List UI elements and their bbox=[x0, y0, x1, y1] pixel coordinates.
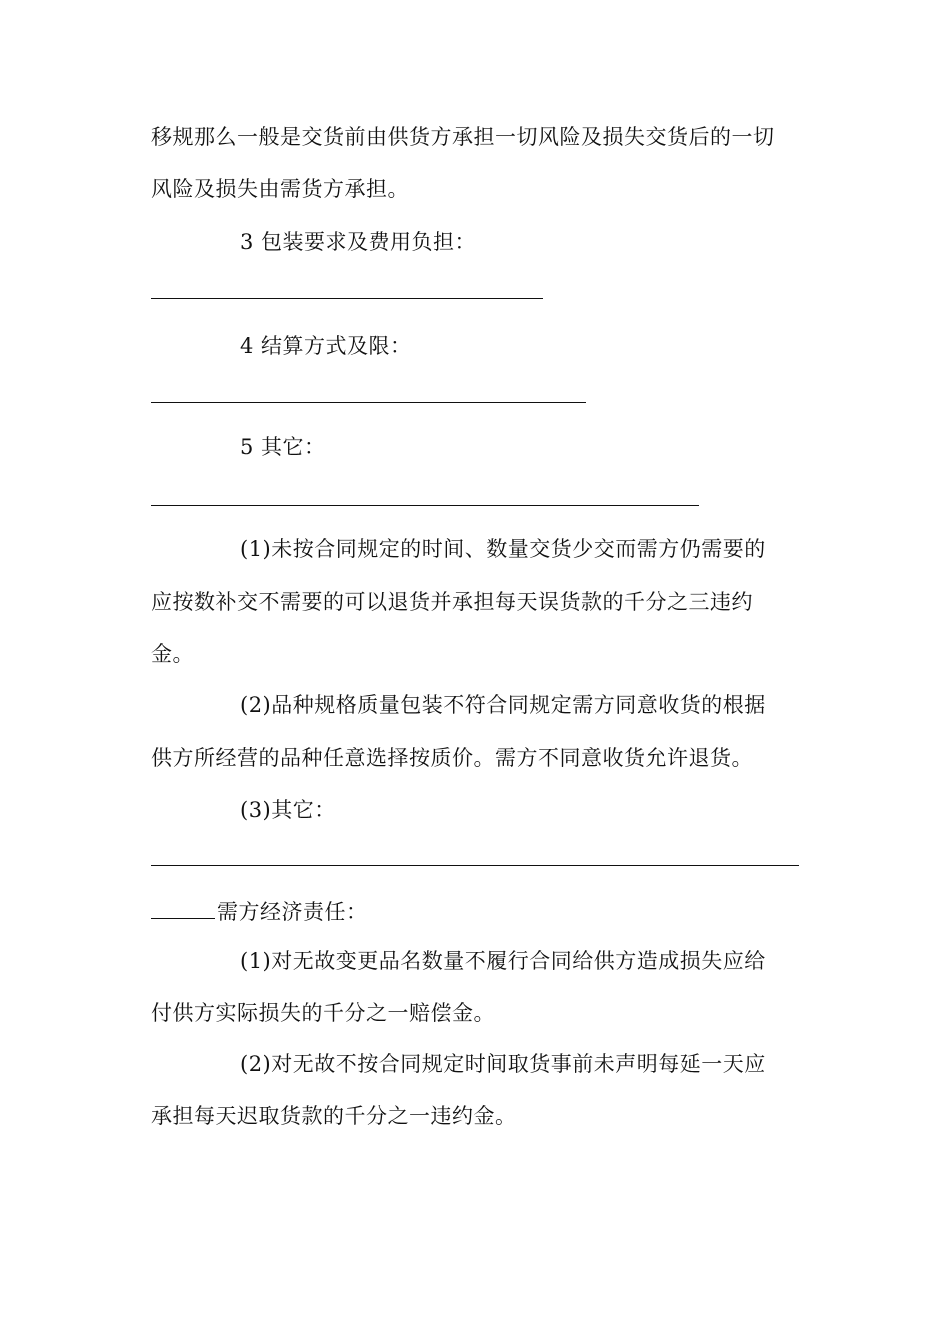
clause-3-heading: 3 包装要求及费用负担： bbox=[240, 230, 477, 254]
paragraph-line: 移规那么一般是交货前由供货方承担一切风险及损失交货后的一切 bbox=[151, 125, 775, 149]
paragraph-line: 风险及损失由需货方承担。 bbox=[151, 177, 409, 201]
paragraph-line: (1)对无故变更品名数量不履行合同给供方造成损失应给 bbox=[240, 949, 766, 973]
buyer-liability-label: 需方经济责任： bbox=[217, 900, 368, 924]
paragraph-line: 应按数补交不需要的可以退货并承担每天误货款的千分之三违约 bbox=[151, 590, 753, 614]
fill-in-blank-line bbox=[151, 505, 699, 506]
fill-in-blank-line bbox=[151, 865, 799, 866]
inline-blank bbox=[151, 896, 215, 919]
fill-in-blank-line bbox=[151, 402, 586, 403]
clause-4-heading: 4 结算方式及限： bbox=[240, 334, 412, 358]
clause-5-heading: 5 其它： bbox=[240, 435, 326, 459]
paragraph-line: 金。 bbox=[151, 642, 194, 666]
buyer-liability-heading bbox=[151, 896, 368, 927]
paragraph-line: (2)品种规格质量包装不符合同规定需方同意收货的根据 bbox=[240, 693, 766, 717]
paragraph-line: 付供方实际损失的千分之一赔偿金。 bbox=[151, 1001, 495, 1025]
paragraph-line: (1)未按合同规定的时间、数量交货少交而需方仍需要的 bbox=[240, 537, 766, 561]
paragraph-line: 承担每天迟取货款的千分之一违约金。 bbox=[151, 1104, 517, 1128]
paragraph-line: (3)其它： bbox=[240, 798, 336, 822]
paragraph-line: 供方所经营的品种任意选择按质价。需方不同意收货允许退货。 bbox=[151, 746, 753, 770]
fill-in-blank-line bbox=[151, 298, 543, 299]
paragraph-line: (2)对无故不按合同规定时间取货事前未声明每延一天应 bbox=[240, 1052, 766, 1076]
